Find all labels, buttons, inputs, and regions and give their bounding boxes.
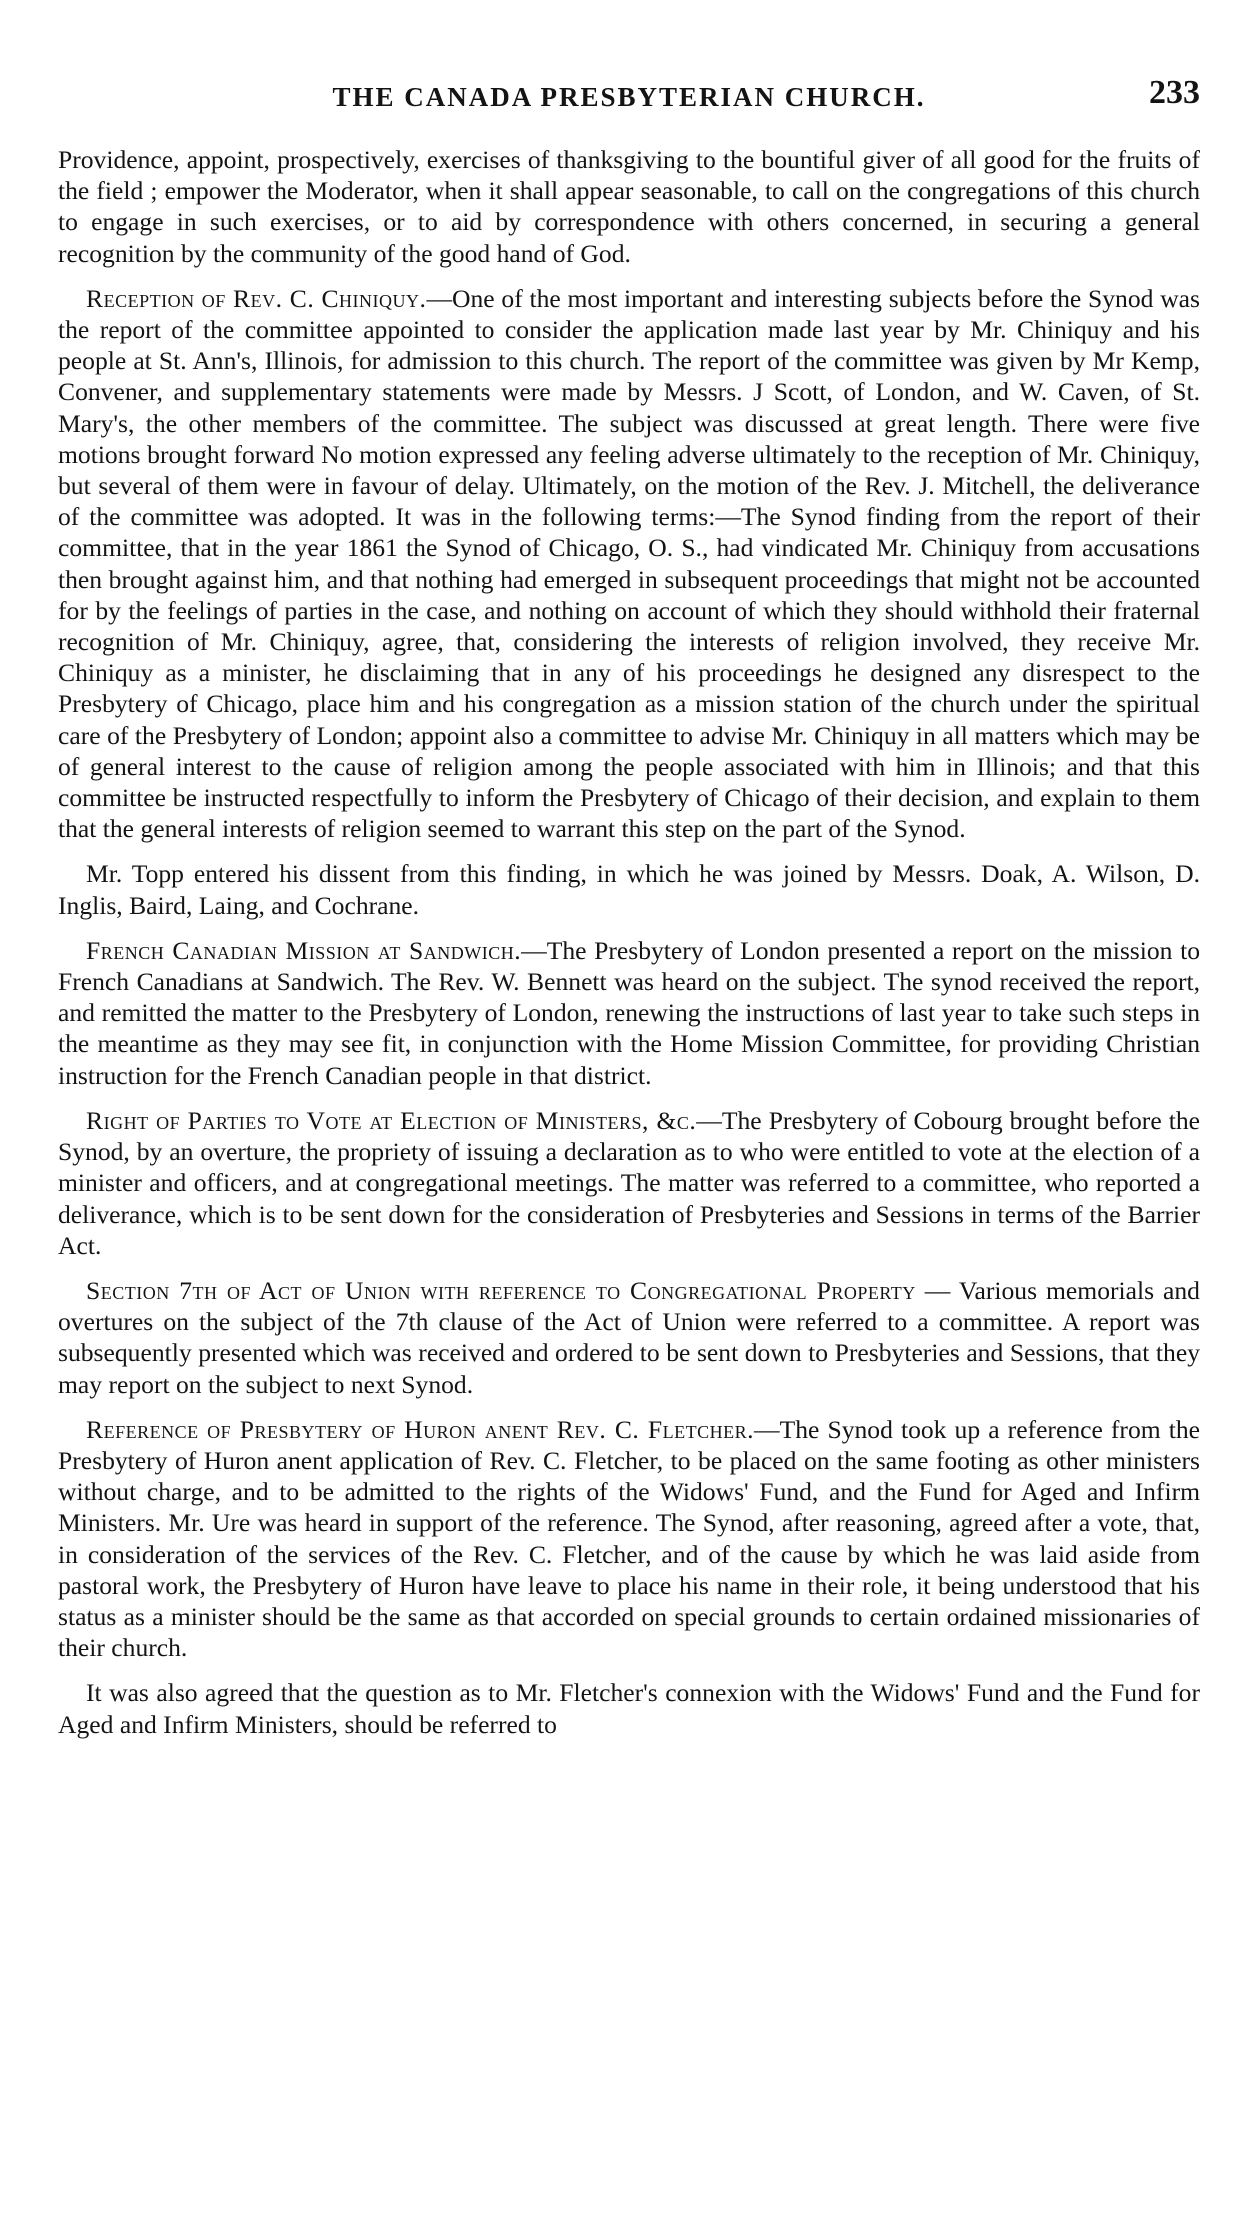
running-title: THE CANADA PRESBYTERIAN CHURCH. [332,82,926,112]
section-heading-french-canadian-mission: French Canadian Mission at Sandwich. [86,935,522,965]
paragraph-text: —The Presbytery of Cobourg brought before the Synod, by an overture, the propriety of issuing a declaration as to who were entitled to vote at the election of a minister and officers, and at congregational meetings. The matter was referred to a committee, who reported a deliverance, which is to be sent down for the consideration of Presbyteries and Sessions in terms of the Barrier Act. [58,1105,1200,1260]
paragraph-text: — Various memorials and overtures on the subject of the 7th clause of the Act of Union were referred to a committee. A report was subsequently presented which was received and ordered to be sent down to Presbyteries and Sessions, that they may report on the subject to next Synod. [58,1275,1200,1399]
page-number: 233 [1149,74,1200,111]
paragraph-topp-dissent [58,858,1200,920]
paragraph-section-7th [58,1275,1200,1400]
paragraph-reference-huron [58,1414,1200,1664]
paragraph-text: It was also agreed that the question as to Mr. Fletcher's connexion with the Widows' Fund and the Fund for Aged and Infirm Ministers, should be referred to [58,1678,1200,1739]
body-text [58,144,1200,1740]
paragraph-reception-chiniquy [58,283,1200,845]
paragraph-text: Mr. Topp entered his dissent from this finding, in which he was joined by Messrs. Doak, A. Wilson, D. Inglis, Baird, Laing, and Cochrane. [58,859,1200,920]
paragraph-text: Providence, appoint, prospectively, exercises of thanksgiving to the bountiful giver of all good for the fruits of the field ; empower the Moderator, when it shall appear seasonable, to call on the congregations of this church to engage in such exercises, or to aid by correspondence with others concerned, in securing a general recognition by the community of the good hand of God. [58,145,1200,268]
paragraph-french-canadian-mission [58,935,1200,1091]
paragraph-thanksgiving-continuation [58,144,1200,269]
paragraph-text: —The Presbytery of London presented a report on the mission to French Canadians at Sandwich. The Rev. W. Bennett was heard on the subject. The synod received the report, and remitted the matter to the Presbytery of London, renewing the instructions of last year to take such steps in the meantime as they may see fit, in conjunction with the Home Mission Committee, for providing Christian instruction for the French Canadian people in that district. [58,935,1200,1090]
section-heading-section-7th: Section 7th of Act of Union with reference to Congregational Property [86,1275,916,1305]
section-heading-right-to-vote: Right of Parties to Vote at Election of Ministers, &c. [86,1105,697,1135]
section-heading-reception-chiniquy: Reception of Rev. C. Chiniquy. [86,283,427,313]
paragraph-right-to-vote [58,1105,1200,1261]
page-header [58,70,1200,122]
section-heading-reference-huron: Reference of Presbytery of Huron anent Rev. C. Fletcher. [86,1414,755,1444]
document-page [58,70,1200,1754]
paragraph-text: —One of the most important and interesting subjects before the Synod was the report of the committee appointed to consider the application made last year by Mr. Chiniquy and his people at St. Ann's, Illinois, for admission to this church. The report of the committee was given by Mr Kemp, Convener, and supplementary statements were made by Messrs. J Scott, of London, and W. Caven, of St. Mary's, the other members of the committee. The subject was discussed at great length. There were five motions brought forward No motion expressed any feeling adverse ultimately to the reception of Mr. Chiniquy, but several of them were in favour of delay. Ultimately, on the motion of the Rev. J. Mitchell, the deliverance of the committee was adopted. It was in the following terms:—The Synod finding from the report of their committee, that in the year 1861 the Synod of Chicago, O. S., had vindicated Mr. Chiniquy from accusations then brought against him, and that nothing had emerged in subsequent proceedings that might not be accounted for by the feelings of parties in the case, and nothing on account of which they should withhold their fraternal recognition of Mr. Chiniquy, agree, that, considering the interests of religion involved, they receive Mr. Chiniquy as a minister, he disclaiming that in any of his proceedings he designed any disrespect to the Presbytery of Chicago, place him and his congregation as a mission station of the church under the spiritual care of the Presbytery of London; appoint also a committee to advise Mr. Chiniquy in all matters which may be of general interest to the cause of religion among the people associated with him in Illinois; and that this committee be instructed respectfully to inform the Presbytery of Chicago of their decision, and explain to them that the general interests of religion seemed to warrant this step on the part of the Synod. [58,283,1200,844]
paragraph-fletcher-fund [58,1677,1200,1739]
paragraph-text: —The Synod took up a reference from the Presbytery of Huron anent application of Rev. C. Fletcher, to be placed on the same footing as other ministers without charge, and to be admitted to the rights of the Widows' Fund, and the Fund for Aged and Infirm Ministers. Mr. Ure was heard in support of the reference. The Synod, after reasoning, agreed after a vote, that, in consideration of the services of the Rev. C. Fletcher, and of the cause by which he was laid aside from pastoral work, the Presbytery of Huron have leave to place his name in their role, it being understood that his status as a minister should be the same as that accorded on special grounds to certain ordained missionaries of their church. [58,1414,1201,1663]
